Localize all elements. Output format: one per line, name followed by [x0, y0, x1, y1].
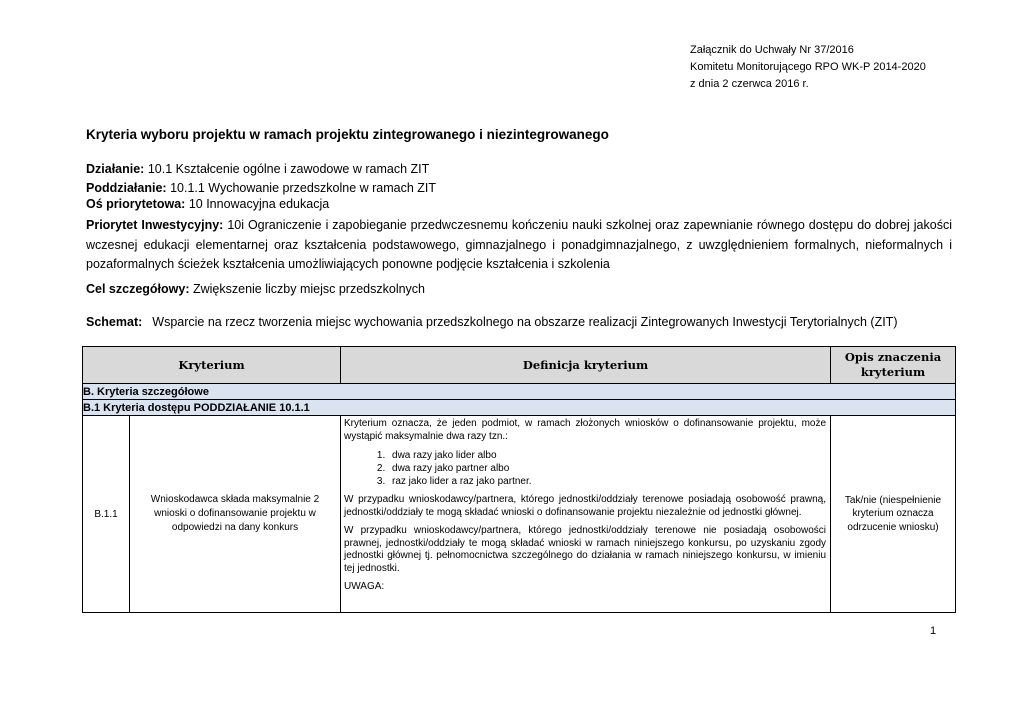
header-opis: Opis znaczenia kryterium	[831, 347, 956, 384]
list-item: 1. dwa razy jako lider albo	[388, 449, 826, 462]
priorytet-label: Priorytet Inwestycyjny:	[86, 218, 224, 232]
definition-list	[344, 449, 826, 488]
criterion-definition	[341, 416, 831, 613]
definition-paragraph-1: W przypadku wnioskodawcy/partnera, którego jednostki/oddziały terenowe posiadają osobowość prawną, jednostki/oddziały te mogą składać wnioski o dofinansowanie projektu niezależnie od jednostki głównej.	[344, 494, 827, 518]
cel-szczegolowy-line	[86, 281, 952, 298]
section-b-label: B. Kryteria szczegółowe	[83, 384, 956, 400]
annex-line-2: Komitetu Monitorującego RPO WK-P 2014-2020	[690, 61, 926, 73]
os-priorytetowa-line	[86, 196, 952, 213]
table-row	[83, 416, 956, 613]
annex-note	[690, 42, 926, 93]
criterion-significance: Tak/nie (niespełnienie kryterium oznacza odrzucenie wniosku)	[831, 416, 956, 613]
cel-label: Cel szczegółowy:	[86, 282, 190, 296]
os-priorytetowa-label: Oś priorytetowa:	[86, 197, 186, 211]
poddzialanie-value: 10.1.1 Wychowanie przedszkolne w ramach ZIT	[170, 181, 437, 195]
dzialanie-value: 10.1 Kształcenie ogólne i zawodowe w ramach ZIT	[147, 162, 430, 176]
os-priorytetowa-value: 10 Innowacyjna edukacja	[188, 197, 330, 211]
priorytet-inwestycyjny-paragraph	[86, 216, 952, 275]
definition-intro: Kryterium oznacza, że jeden podmiot, w ramach złożonych wniosków o dofinansowanie projektu, może wystąpić maksymalnie dwa razy tzn.:	[344, 418, 827, 442]
definition-paragraph-2: W przypadku wnioskodawcy/partnera, którego jednostki/oddziały terenowe nie posiadają osobowości prawnej, jednostki/oddziały te mogą składać wnioski w ramach niniejszego konkursu, po uzyskaniu zgody jednostki głównej tj. pełnomocnictwa szczególnego do działania w ramach niniejszego konkursu, w imieniu tej jednostki.	[344, 525, 827, 574]
definition-uwaga: UWAGA:	[344, 581, 385, 592]
schemat-value: Wsparcie na rzecz tworzenia miejsc wychowania przedszkolnego na obszarze realizacji Zintegrowanych Inwestycji Terytorialnych (ZIT)	[152, 315, 898, 329]
dzialanie-label: Działanie:	[86, 162, 145, 176]
table-header-row	[83, 347, 956, 384]
list-item: 3. raz jako lider a raz jako partner.	[388, 475, 826, 488]
list-item: 2. dwa razy jako partner albo	[388, 462, 826, 475]
poddzialanie-line	[86, 180, 952, 197]
dzialanie-line	[86, 161, 952, 178]
document-title: Kryteria wyboru projektu w ramach projektu zintegrowanego i niezintegrowanego	[86, 127, 609, 142]
section-row-b	[83, 384, 956, 400]
schemat-line	[86, 314, 952, 331]
annex-line-3: z dnia 2 czerwca 2016 r.	[690, 78, 809, 90]
criterion-id: B.1.1	[83, 416, 130, 613]
criterion-name: Wnioskodawca składa maksymalnie 2 wnioski o dofinansowanie projektu w odpowiedzi na dany konkurs	[130, 416, 341, 613]
criteria-table	[82, 346, 956, 613]
header-definicja: Definicja kryterium	[341, 347, 831, 384]
page-number: 1	[930, 625, 937, 637]
schemat-label: Schemat:	[86, 315, 143, 329]
section-b1-label: B.1 Kryteria dostępu PODDZIAŁANIE 10.1.1	[83, 400, 956, 416]
header-kryterium: Kryterium	[83, 347, 341, 384]
poddzialanie-label: Poddziałanie:	[86, 181, 167, 195]
annex-line-1: Załącznik do Uchwały Nr 37/2016	[690, 44, 854, 56]
priorytet-value: 10i Ograniczenie i zapobieganie przedwczesnemu kończeniu nauki szkolnej oraz zapewnianie równego dostępu do dobrej jakości wczesnej edukacji elementarnej oraz kształcenia podstawowego, gimnazjalnego i ponadgimnazjalnego, z uwzględnieniem formalnych, nieformalnych i pozaformalnych ścieżek kształcenia umożliwiających ponowne podjęcie kształcenia i szkolenia	[86, 218, 952, 271]
section-row-b1	[83, 400, 956, 416]
cel-value: Zwiększenie liczby miejsc przedszkolnych	[192, 282, 426, 296]
